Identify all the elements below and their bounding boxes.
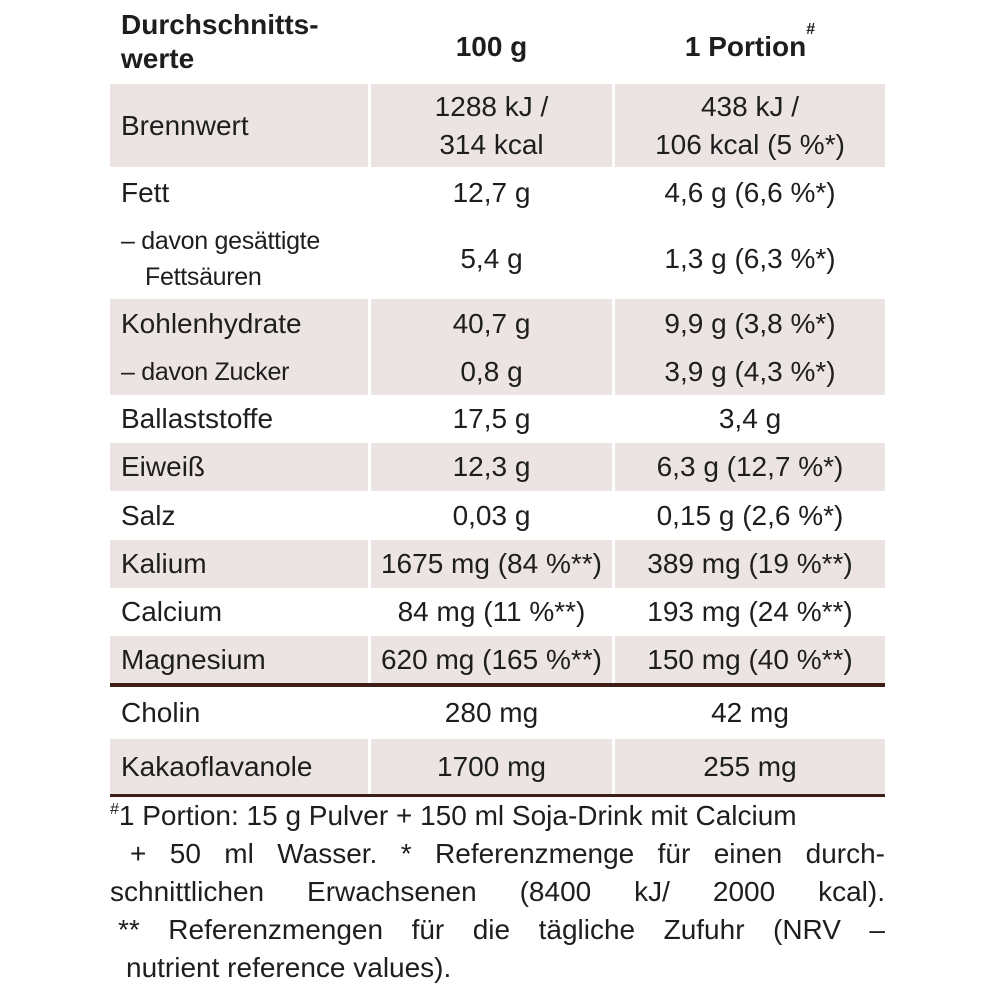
row-per100: 84 mg (11 %**) (368, 588, 615, 636)
table-row-magnesium (110, 636, 885, 683)
header-col1-line2: werte (121, 43, 195, 74)
header-col1-line1: Durchschnitts- (121, 9, 319, 40)
footnote-mark: # (110, 801, 119, 818)
row-portion: 9,9 g (3,8 %*) (615, 299, 885, 349)
row-label: Eiweiß (110, 443, 368, 491)
row-per100: 40,7 g (368, 299, 615, 349)
footnote-line5: nutrient reference values). (126, 952, 452, 983)
row-label: Calcium (121, 596, 223, 627)
row-label: Brennwert (110, 84, 368, 167)
row-label: Kalium (110, 540, 368, 588)
footnote-line2: + 50 ml Wasser. * Referenzmenge für einen durch- (130, 838, 885, 869)
table-row-kohlenhydrate (110, 299, 885, 349)
footnote-line1-text: 1 Portion: 15 g Pulver + 150 ml Soja-Drink mit Calcium (118, 800, 797, 831)
row-per100: 0,03 g (368, 491, 615, 540)
row-per100: 1700 mg (368, 739, 615, 794)
row-portion: 3,4 g (718, 403, 782, 434)
table-row-ballaststoffe (110, 395, 885, 443)
table-header (110, 0, 885, 84)
portion-line2: 106 kcal (5 %*) (655, 128, 845, 160)
per100-line1: 1288 kJ / (434, 90, 549, 122)
row-per100: 12,3 g (368, 443, 615, 491)
portion-line1: 438 kJ / (700, 90, 800, 122)
footnote-line4: ** Referenzmengen für die tägliche Zufuhr (NRV – (118, 914, 885, 945)
label-line1: – davon gesättigte (121, 226, 320, 255)
row-portion: 6,3 g (12,7 %*) (615, 443, 885, 491)
row-per100 (368, 84, 615, 167)
row-label (110, 218, 368, 299)
footnote (110, 797, 885, 987)
row-label: Salz (121, 499, 176, 531)
table-row-calcium (110, 588, 885, 636)
footnote-line1 (110, 797, 885, 835)
table-row-salz (110, 491, 885, 540)
table-row-gesaettigte-fettsaeuren (110, 218, 885, 299)
row-portion (615, 84, 885, 167)
table-row-zucker (110, 349, 885, 395)
header-per-portion: 1 Portion # (684, 21, 816, 62)
row-portion: 255 mg (615, 739, 885, 794)
table-row-cholin (110, 687, 885, 739)
row-label: Cholin (121, 697, 201, 728)
header-per-100g: 100 g (455, 31, 528, 62)
row-per100: 17,5 g (368, 395, 615, 443)
label-line2: Fettsäuren (145, 262, 262, 291)
table-row-kakaoflavanole (110, 739, 885, 794)
row-portion: 193 mg (24 %**) (647, 596, 853, 627)
row-portion: 389 mg (19 %**) (615, 540, 885, 588)
row-portion: 1,3 g (6,3 %*) (664, 242, 836, 274)
row-portion: 42 mg (711, 697, 789, 728)
row-per100: 5,4 g (368, 218, 615, 299)
row-per100: 0,8 g (368, 349, 615, 395)
nutrition-table (110, 0, 885, 797)
table-row-fett (110, 167, 885, 218)
row-label: Magnesium (110, 636, 368, 683)
footnote-line3: schnittlichen Erwachsenen (8400 kJ/ 2000 kcal). (110, 876, 885, 907)
row-per100: 620 mg (165 %**) (368, 636, 615, 683)
header-average-values (110, 0, 368, 84)
row-label: Kakaoflavanole (110, 739, 368, 794)
row-label: Ballaststoffe (121, 403, 274, 434)
row-label: Kohlenhydrate (110, 299, 368, 349)
table-row-kalium (110, 540, 885, 588)
row-portion: 3,9 g (4,3 %*) (615, 349, 885, 395)
per100-line2: 314 kcal (439, 128, 544, 160)
row-per100: 280 mg (368, 687, 615, 739)
row-portion: 4,6 g (6,6 %*) (664, 176, 836, 208)
row-per100: 1675 mg (84 %**) (368, 540, 615, 588)
row-portion: 0,15 g (2,6 %*) (656, 499, 844, 531)
row-label: Fett (121, 176, 170, 208)
header-portion-label: 1 Portion (684, 31, 807, 62)
row-per100: 12,7 g (368, 167, 615, 218)
row-label: – davon Zucker (110, 349, 368, 395)
row-portion: 150 mg (40 %**) (615, 636, 885, 683)
table-row-eiweiss (110, 443, 885, 491)
table-row-brennwert (110, 84, 885, 167)
